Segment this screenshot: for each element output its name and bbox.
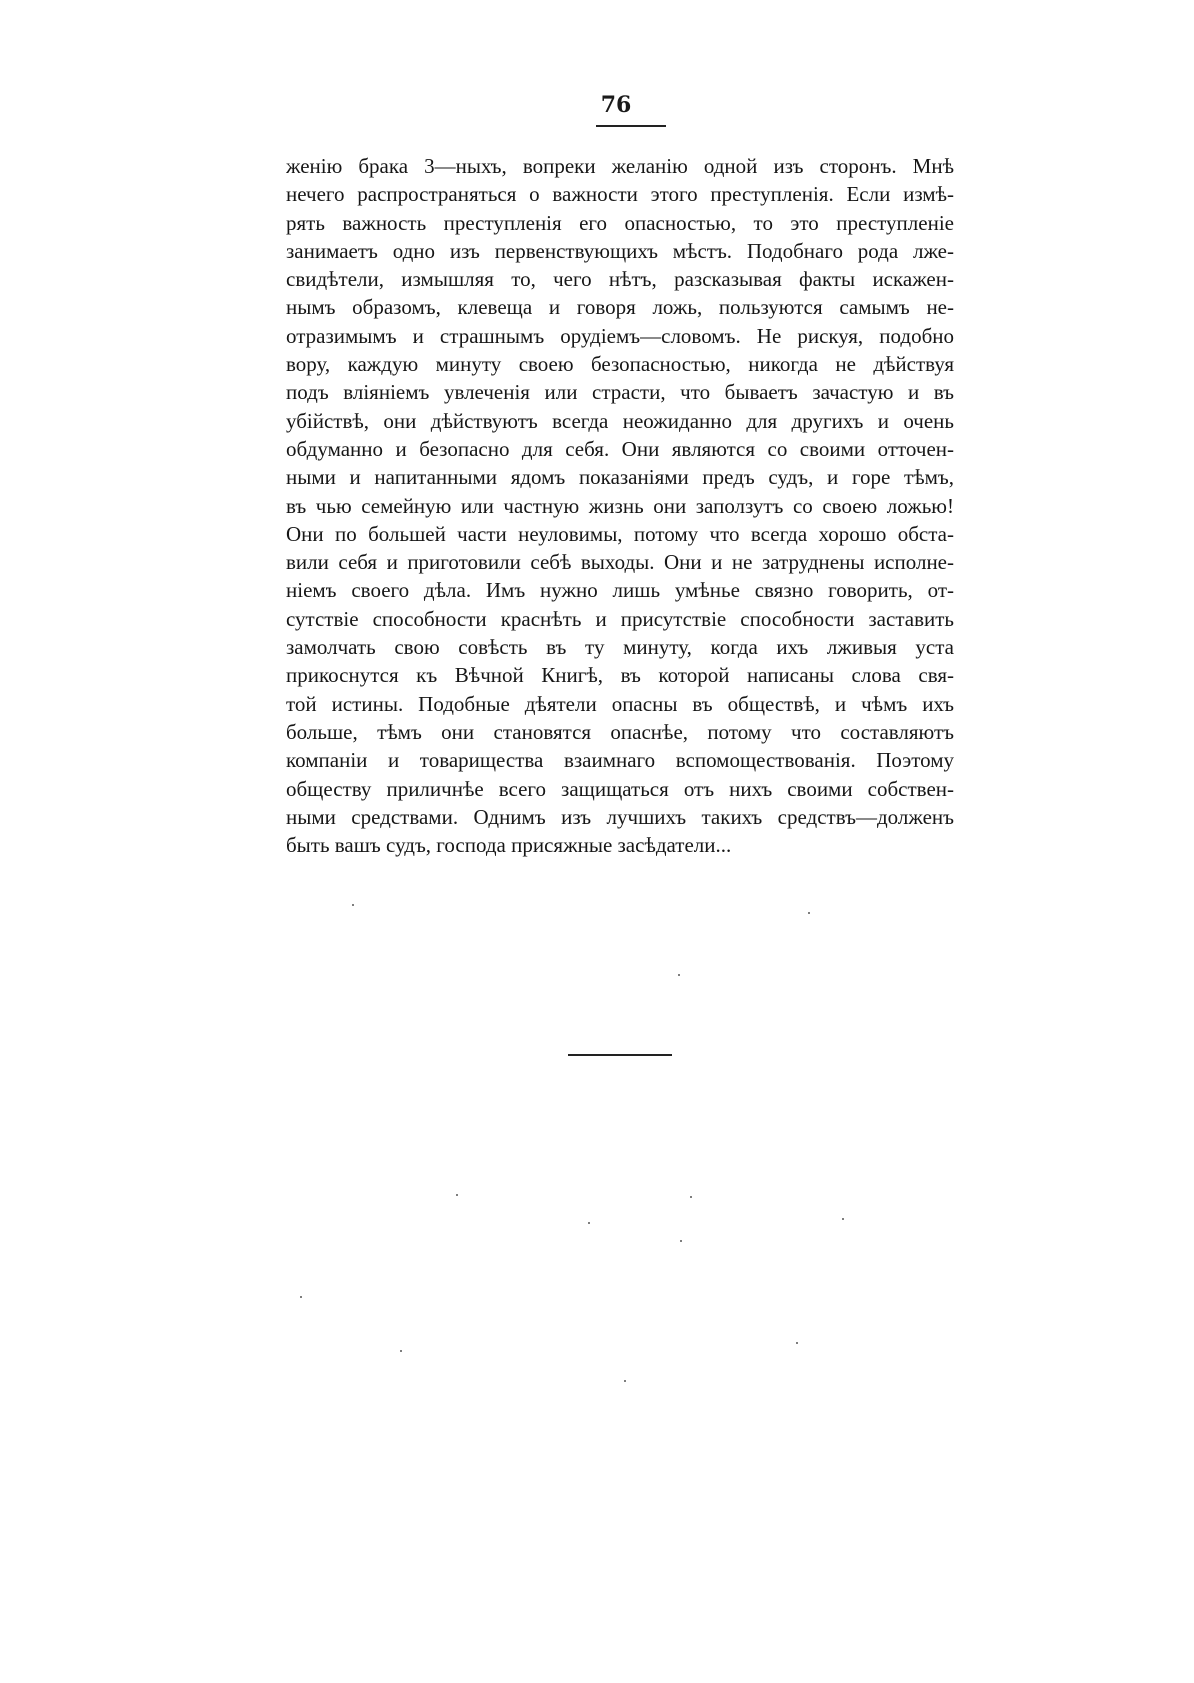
scan-speck: [588, 1222, 590, 1224]
text-line: больше, тѣмъ они становятся опаснѣе, потому что составляютъ: [286, 719, 954, 744]
scan-speck: [352, 904, 354, 906]
scan-speck: [400, 1350, 402, 1352]
text-line: свидѣтели, измышляя то, чего нѣтъ, разсказывая факты искажен-: [286, 267, 954, 292]
scan-speck: [808, 912, 810, 914]
text-line: рять важность преступленія его опасностью, то это преступленіе: [286, 210, 954, 235]
text-line: той истины. Подобные дѣятели опасны въ обществѣ, и чѣмъ ихъ: [286, 691, 954, 716]
text-line: замолчать свою совѣсть въ ту минуту, когда ихъ лживыя уста: [286, 635, 954, 660]
text-line: убійствѣ, они дѣйствуютъ всегда неожиданно для другихъ и очень: [286, 408, 954, 433]
text-line: ніемъ своего дѣла. Имъ нужно лишь умѣнье связно говорить, от-: [286, 578, 954, 603]
text-line: въ чью семейную или частную жизнь они заползутъ со своею ложью!: [286, 493, 954, 518]
section-end-rule: [568, 1054, 672, 1056]
scan-speck: [300, 1296, 302, 1298]
scan-speck: [842, 1218, 844, 1220]
text-line: Они по большей части неуловимы, потому что всегда хорошо обста-: [286, 521, 954, 546]
scan-speck: [678, 974, 680, 976]
text-line: ными средствами. Однимъ изъ лучшихъ такихъ средствъ—долженъ: [286, 804, 954, 829]
page-number: 76: [600, 92, 632, 118]
text-line: компаніи и товарищества взаимнаго вспомоществованія. Поэтому: [286, 748, 954, 773]
text-line: занимаетъ одно изъ первенствующихъ мѣстъ. Подобнаго рода лже-: [286, 238, 954, 263]
text-line: нымъ образомъ, клевеща и говоря ложь, пользуются самымъ не-: [286, 295, 954, 320]
text-line: прикоснутся къ Вѣчной Книгѣ, въ которой написаны слова свя-: [286, 663, 954, 688]
text-line: отразимымъ и страшнымъ орудіемъ—словомъ. Не рискуя, подобно: [286, 323, 954, 348]
scan-speck: [624, 1380, 626, 1382]
scan-speck: [690, 1196, 692, 1198]
text-line: сутствіе способности краснѣть и присутствіе способности заставить: [286, 606, 954, 631]
text-line: ными и напитанными ядомъ показаніями предъ судъ, и горе тѣмъ,: [286, 465, 954, 490]
text-line: нечего распространяться о важности этого преступленія. Если измѣ-: [286, 182, 954, 207]
text-line: обдуманно и безопасно для себя. Они являются со своими отточен-: [286, 436, 954, 461]
text-line: подъ вліяніемъ увлеченія или страсти, что бываетъ зачастую и въ: [286, 380, 954, 405]
text-line: обществу приличнѣе всего защищаться отъ нихъ своими собствен-: [286, 776, 954, 801]
body-text: [286, 152, 954, 859]
text-line: быть вашъ судъ, господа присяжные засѣдатели...: [286, 833, 732, 858]
text-line: женію брака 3—ныхъ, вопреки желанію одной изъ сторонъ. Мнѣ: [286, 154, 954, 178]
text-line: вили себя и приготовили себѣ выходы. Они и не затруднены исполне-: [286, 550, 954, 575]
page-number-underline: [596, 125, 666, 127]
text-line: вору, каждую минуту своею безопасностью, никогда не дѣйствуя: [286, 352, 954, 377]
scan-speck: [680, 1240, 682, 1242]
scan-speck: [456, 1194, 458, 1196]
scan-speck: [796, 1342, 798, 1344]
